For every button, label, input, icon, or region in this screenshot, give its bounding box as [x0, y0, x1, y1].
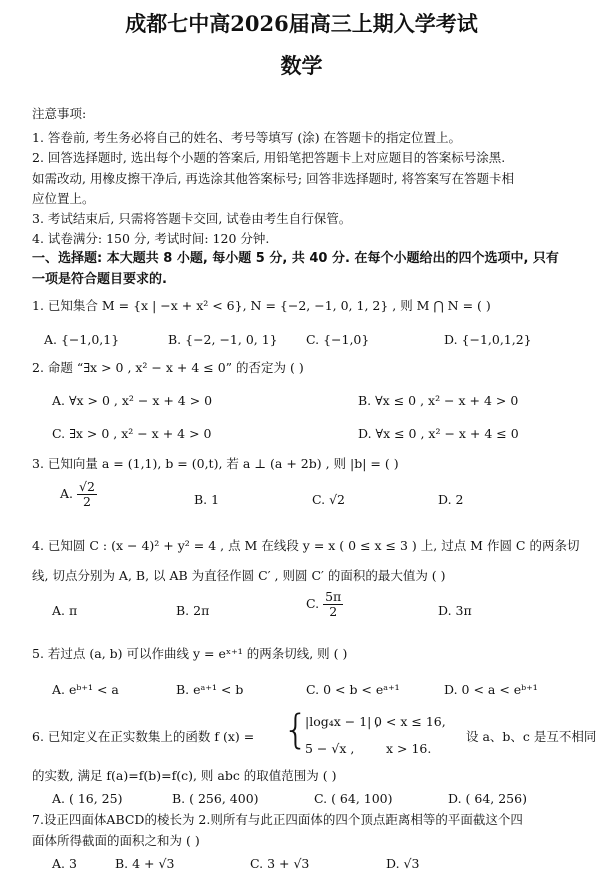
notice-item-4: 4. 试卷满分: 150 分, 考试时间: 120 分钟. — [32, 231, 270, 246]
q6-lead: 6. 已知定义在正实数集上的函数 f (x) = — [32, 729, 255, 744]
q7-line-1: 7.设正四面体ABCD的棱长为 2.则所有与此正四面体的四个顶点距离相等的平面截这个四 — [32, 812, 523, 827]
q6-option-d: D. ( 64, 256) — [448, 791, 527, 806]
q5-option-a: A. eᵇ⁺¹ < a — [52, 682, 119, 697]
q2-option-b: B. ∀x ≤ 0 , x² − x + 4 > 0 — [358, 393, 519, 408]
q4-option-c — [306, 590, 343, 619]
q4-option-d: D. 3π — [438, 603, 472, 618]
q3-option-a-label: A. — [60, 486, 74, 501]
q4-option-b: B. 2π — [176, 603, 210, 618]
q3-option-a — [60, 480, 97, 509]
q7-option-b: B. 4 + √3 — [115, 856, 175, 871]
q5-stem: 5. 若过点 (a, b) 可以作曲线 y = eˣ⁺¹ 的两条切线, 则 ( ) — [32, 646, 348, 661]
q5-option-d: D. 0 < a < eᵇ⁺¹ — [444, 682, 538, 697]
q6-option-b: B. ( 256, 400) — [172, 791, 259, 806]
q3-option-a-fraction — [77, 480, 97, 509]
q4-line-2: 线, 切点分别为 A, B, 以 AB 为直径作圆 C′ , 则圆 C′ 的面积的最大值为 ( ) — [32, 568, 446, 583]
notice-heading: 注意事项: — [32, 106, 87, 121]
q4-option-c-denominator: 2 — [329, 604, 338, 619]
q2-option-d: D. ∀x ≤ 0 , x² − x + 4 ≤ 0 — [358, 426, 519, 441]
notice-item-3: 3. 考试结束后, 只需将答题卡交回, 试卷由考生自行保管。 — [32, 211, 352, 226]
q4-option-c-numerator: 5π — [325, 589, 342, 604]
q7-line-2: 面体所得截面的面积之和为 ( ) — [32, 833, 200, 848]
q6-piece-1-expr: |log₄x − 1| , — [305, 714, 380, 729]
q6-piece-2-expr: 5 − √x , — [305, 741, 355, 756]
q3-stem: 3. 已知向量 a = (1,1), b = (0,t), 若 a ⊥ (a + 2b) , 则 |b| = ( ) — [32, 456, 399, 471]
q4-line-1: 4. 已知圆 C : (x − 4)² + y² = 4 , 点 M 在线段 y = x ( 0 ≤ x ≤ 3 ) 上, 过点 M 作圆 C 的两条切 — [32, 538, 580, 553]
q1-option-a: A. {−1,0,1} — [44, 332, 120, 347]
q3-option-c: C. √2 — [312, 492, 345, 507]
q3-option-a-numerator: √2 — [79, 479, 95, 494]
q5-option-b: B. eᵃ⁺¹ < b — [176, 682, 244, 697]
q6-piece-1-cond: 0 < x ≤ 16, — [374, 714, 446, 729]
q4-option-c-label: C. — [306, 596, 320, 611]
q6-option-a: A. ( 16, 25) — [52, 791, 123, 806]
q7-option-a: A. 3 — [52, 856, 77, 871]
q2-stem: 2. 命题 “∃x > 0 , x² − x + 4 ≤ 0” 的否定为 ( ) — [32, 360, 304, 375]
q6-tail: 设 a、b、c 是互不相同 — [466, 729, 597, 744]
q1-stem: 1. 已知集合 M = {x | −x + x² < 6}, N = {−2, −1, 0, 1, 2} , 则 M ⋂ N = ( ) — [32, 298, 491, 313]
q6-option-c: C. ( 64, 100) — [314, 791, 393, 806]
q1-option-c: C. {−1,0} — [306, 332, 370, 347]
q1-option-d: D. {−1,0,1,2} — [444, 332, 532, 347]
q6-piecewise-brace: { — [283, 707, 309, 753]
q2-option-a: A. ∀x > 0 , x² − x + 4 > 0 — [52, 393, 213, 408]
notice-item-2-cont: 如需改动, 用橡皮擦干净后, 再选涂其他答案标号; 回答非选择题时, 将答案写在答题卡相 — [32, 171, 515, 186]
notice-item-2-cont2: 应位置上。 — [32, 191, 95, 206]
notice-item-1: 1. 答卷前, 考生务必将自己的姓名、考号等填写 (涂) 在答题卡的指定位置上。 — [32, 130, 462, 145]
q3-option-a-denominator: 2 — [82, 494, 91, 509]
q6-line-2: 的实数, 满足 f(a)=f(b)=f(c), 则 abc 的取值范围为 ( ) — [32, 768, 337, 783]
q1-option-b: B. {−2, −1, 0, 1} — [168, 332, 278, 347]
q4-option-a: A. π — [52, 603, 78, 618]
q7-option-c: C. 3 + √3 — [250, 856, 310, 871]
q6-piece-2-cond: x > 16. — [386, 741, 432, 756]
exam-subject: 数学 — [280, 53, 323, 78]
exam-title: 成都七中高2026届高三上期入学考试 — [125, 11, 478, 36]
q2-option-c: C. ∃x > 0 , x² − x + 4 > 0 — [52, 426, 212, 441]
q4-option-c-fraction — [323, 590, 343, 619]
notice-item-2: 2. 回答选择题时, 选出每个小题的答案后, 用铅笔把答题卡上对应题目的答案标号涂黑. — [32, 150, 506, 165]
q5-option-c: C. 0 < b < eᵃ⁺¹ — [306, 682, 400, 697]
q3-option-b: B. 1 — [194, 492, 220, 507]
q7-option-d: D. √3 — [386, 856, 420, 871]
section-header-line-1: 一、选择题: 本大题共 8 小题, 每小题 5 分, 共 40 分. 在每个小题给出的四个选项中, 只有 — [32, 251, 559, 266]
q3-option-d: D. 2 — [438, 492, 464, 507]
section-header-line-2: 一项是符合题目要求的. — [32, 272, 167, 287]
